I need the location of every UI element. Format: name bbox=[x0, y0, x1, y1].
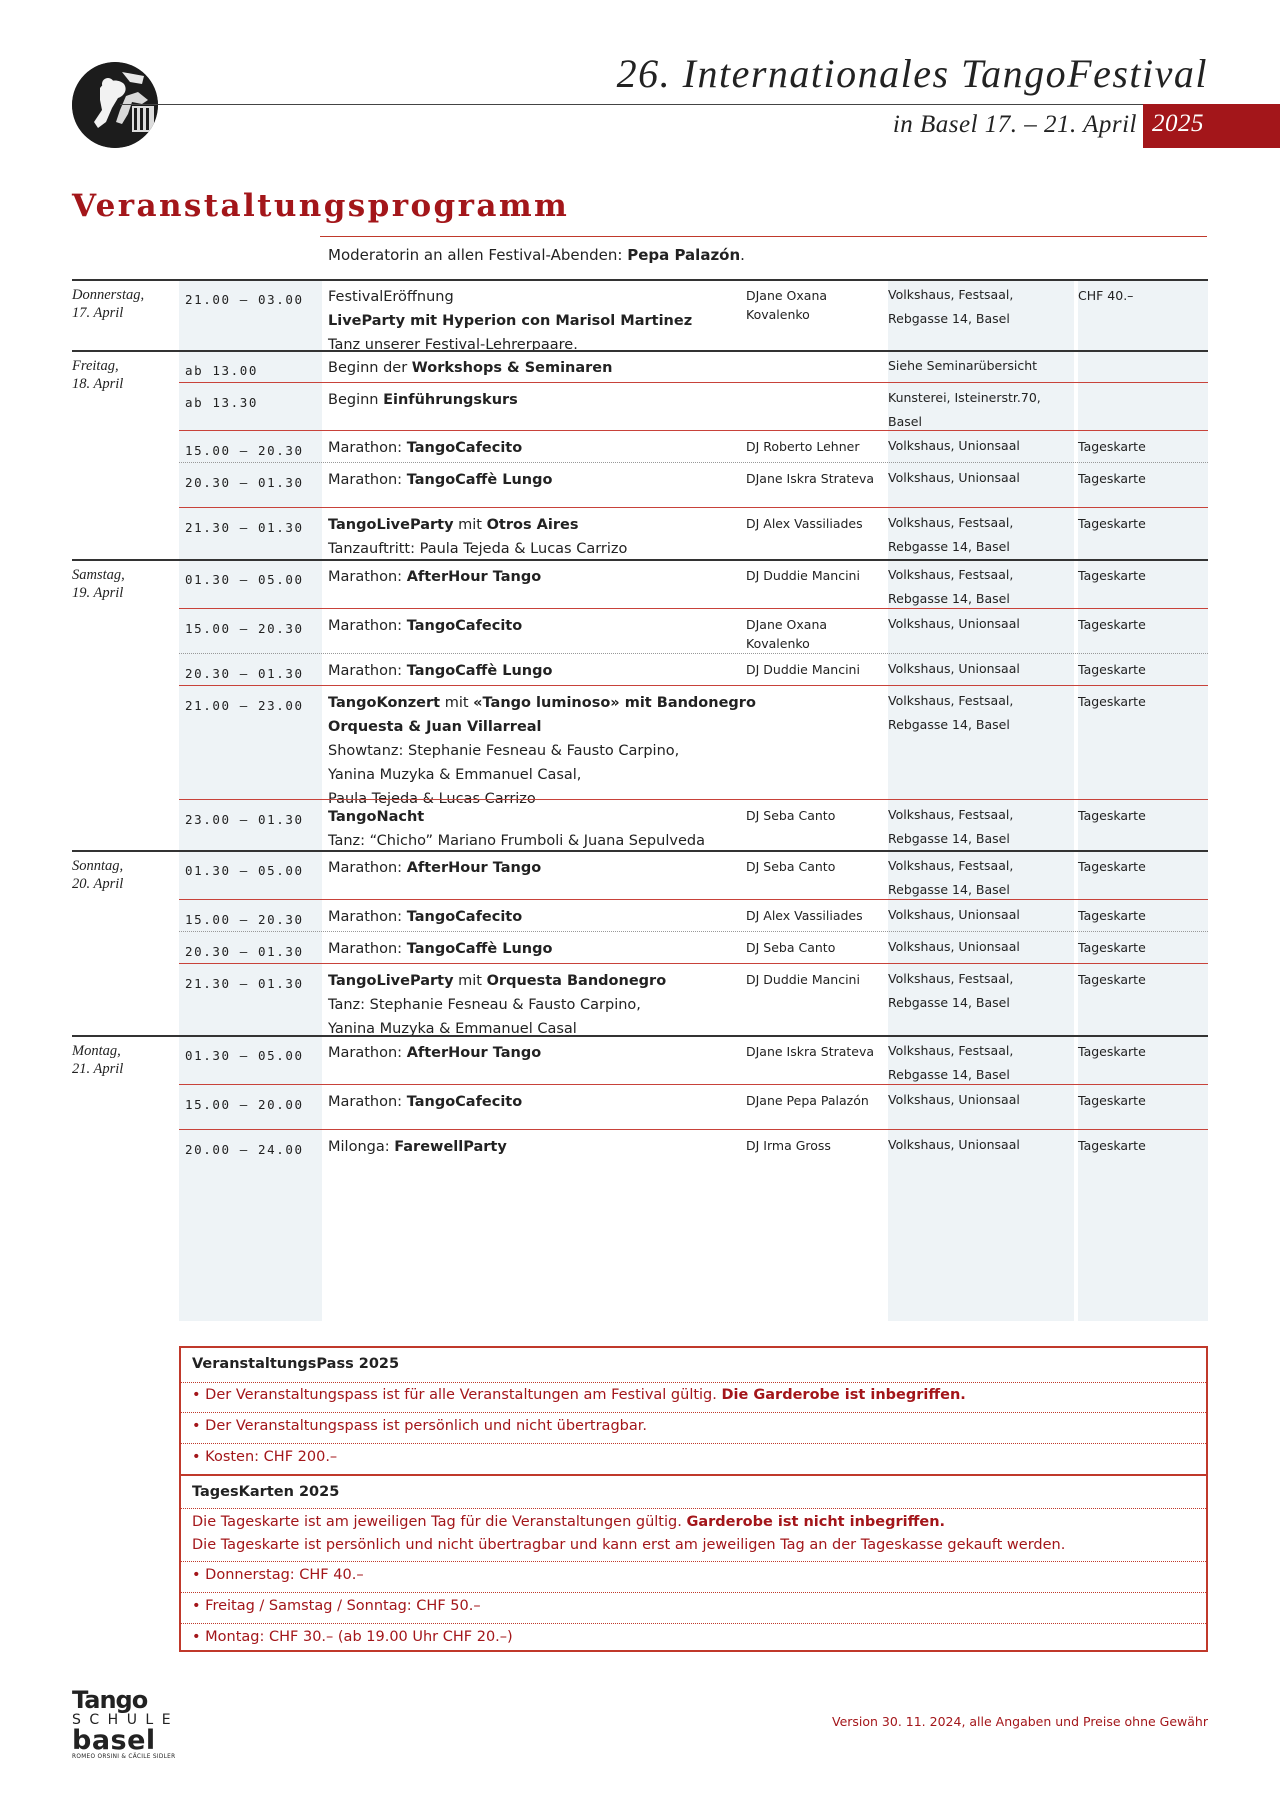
dj-name: DJ Duddie Mancini bbox=[746, 662, 860, 677]
event-description bbox=[328, 805, 748, 853]
dj-name: DJane Pepa Palazón bbox=[746, 1093, 869, 1108]
day-label: Sonntag, 20. April bbox=[72, 858, 124, 892]
program-row bbox=[72, 430, 1208, 462]
day-divider bbox=[72, 559, 1208, 561]
dj-name: DJane Iskra Strateva bbox=[746, 471, 875, 486]
event-line: Tanz: Stephanie Fesneau & Fausto Carpino, bbox=[328, 997, 641, 1013]
daycard-price-weekend: • Freitag / Samstag / Sonntag: CHF 50.– bbox=[192, 1598, 481, 1614]
event-line: TangoLiveParty mit Otros Aires bbox=[328, 517, 579, 533]
day-label: Montag, 21. April bbox=[72, 1043, 124, 1077]
event-time: 01.30 – 05.00 bbox=[185, 1048, 304, 1063]
event-price: Tageskarte bbox=[1078, 439, 1146, 454]
event-line: Milonga: FarewellParty bbox=[328, 1139, 507, 1155]
event-time: 21.30 – 01.30 bbox=[185, 520, 304, 535]
event-time: 21.00 – 03.00 bbox=[185, 292, 304, 307]
event-description bbox=[328, 614, 748, 638]
event-location: Volkshaus, Festsaal, Rebgasse 14, Basel bbox=[888, 693, 1014, 732]
event-price: Tageskarte bbox=[1078, 908, 1146, 923]
row-divider bbox=[179, 507, 1208, 508]
divider bbox=[181, 1443, 1206, 1444]
festival-place-dates: in Basel 17. – 21. April bbox=[892, 111, 1137, 138]
day-label: Freitag, 18. April bbox=[72, 358, 124, 392]
daycard-validity-text: Die Tageskarte ist am jeweiligen Tag für die Veranstaltungen gültig. bbox=[192, 1514, 687, 1530]
event-location: Volkshaus, Festsaal, Rebgasse 14, Basel bbox=[888, 515, 1014, 554]
dj-name: DJane Iskra Strateva bbox=[746, 1044, 875, 1059]
row-divider bbox=[179, 462, 1208, 463]
event-line: Showtanz: Stephanie Fesneau & Fausto Carpino, bbox=[328, 743, 680, 759]
event-line: FestivalEröffnung bbox=[328, 289, 454, 305]
event-line: Marathon: TangoCafecito bbox=[328, 440, 523, 456]
event-line: Paula Tejeda & Lucas Carrizo bbox=[328, 791, 536, 807]
event-price: Tageskarte bbox=[1078, 940, 1146, 955]
event-line: Tanzauftritt: Paula Tejeda & Lucas Carrizo bbox=[328, 541, 628, 557]
dj-name: DJ Seba Canto bbox=[746, 808, 836, 823]
event-location: Volkshaus, Festsaal, Rebgasse 14, Basel bbox=[888, 287, 1014, 326]
divider bbox=[181, 1623, 1206, 1624]
event-line: Marathon: TangoCafecito bbox=[328, 618, 523, 634]
logo-basel: basel bbox=[72, 1725, 156, 1756]
pass-validity-text: • Der Veranstaltungspass ist für alle Veranstaltungen am Festival gültig. bbox=[192, 1387, 722, 1403]
row-divider bbox=[179, 799, 1208, 800]
event-line: Marathon: TangoCaffè Lungo bbox=[328, 663, 553, 679]
daycard-price-thursday: • Donnerstag: CHF 40.– bbox=[192, 1567, 364, 1583]
event-time: 21.00 – 23.00 bbox=[185, 698, 304, 713]
event-price: Tageskarte bbox=[1078, 1044, 1146, 1059]
program-row bbox=[72, 899, 1208, 931]
event-line: Marathon: TangoCafecito bbox=[328, 1094, 523, 1110]
daycard-title: TagesKarten 2025 bbox=[192, 1484, 340, 1500]
day-label: Donnerstag, 17. April bbox=[72, 287, 145, 321]
event-price: Tageskarte bbox=[1078, 859, 1146, 874]
event-description bbox=[328, 1041, 748, 1065]
event-line: Beginn der Workshops & Seminaren bbox=[328, 360, 613, 376]
daycard-validity bbox=[192, 1511, 945, 1535]
event-line: Marathon: TangoCaffè Lungo bbox=[328, 941, 553, 957]
event-time: ab 13.00 bbox=[185, 363, 259, 378]
event-price: Tageskarte bbox=[1078, 808, 1146, 823]
tango-dancer-icon bbox=[72, 62, 158, 148]
event-location: Volkshaus, Unionsaal bbox=[888, 907, 1020, 922]
row-divider bbox=[179, 1084, 1208, 1085]
program-row bbox=[72, 1035, 1208, 1084]
dj-name: DJ Seba Canto bbox=[746, 940, 836, 955]
daycard-transfer-note: Die Tageskarte ist persönlich und nicht übertragbar und kann erst am jeweiligen Tag an der Tageskasse gekauft werden. bbox=[192, 1537, 1066, 1553]
day-divider bbox=[72, 1035, 1208, 1037]
event-time: 15.00 – 20.30 bbox=[185, 912, 304, 927]
row-divider bbox=[179, 653, 1208, 654]
event-description bbox=[328, 856, 748, 880]
dj-name: DJane Oxana Kovalenko bbox=[746, 288, 828, 322]
festival-logo bbox=[72, 62, 158, 148]
event-price: CHF 40.– bbox=[1078, 288, 1134, 303]
event-description bbox=[328, 468, 748, 492]
page-title: Veranstaltungsprogramm bbox=[72, 188, 570, 224]
event-line: Orquesta & Juan Villarreal bbox=[328, 719, 542, 735]
event-description bbox=[328, 937, 748, 961]
program-row bbox=[72, 850, 1208, 899]
event-location: Volkshaus, Unionsaal bbox=[888, 939, 1020, 954]
pass-cloakroom-note: Die Garderobe ist inbegriffen. bbox=[721, 1387, 966, 1403]
event-price: Tageskarte bbox=[1078, 1138, 1146, 1153]
divider bbox=[181, 1561, 1206, 1562]
daycard-price-monday: • Montag: CHF 30.– (ab 19.00 Uhr CHF 20.–) bbox=[192, 1629, 513, 1645]
event-description bbox=[328, 1135, 748, 1159]
event-time: 15.00 – 20.00 bbox=[185, 1097, 304, 1112]
dj-name: DJane Oxana Kovalenko bbox=[746, 617, 828, 651]
event-description bbox=[328, 659, 748, 683]
dj-name: DJ Duddie Mancini bbox=[746, 972, 860, 987]
festival-title: 26. Internationales TangoFestival bbox=[616, 51, 1208, 96]
event-time: 21.30 – 01.30 bbox=[185, 976, 304, 991]
event-line: Marathon: TangoCaffè Lungo bbox=[328, 472, 553, 488]
event-location: Volkshaus, Festsaal, Rebgasse 14, Basel bbox=[888, 1043, 1014, 1082]
ticket-info-box bbox=[179, 1346, 1208, 1652]
event-description bbox=[328, 691, 756, 811]
row-divider bbox=[179, 963, 1208, 964]
moderator-label: Moderatorin an allen Festival-Abenden: bbox=[328, 246, 628, 264]
event-time: 20.30 – 01.30 bbox=[185, 944, 304, 959]
event-description bbox=[328, 513, 748, 561]
program-row bbox=[72, 350, 1208, 392]
event-price: Tageskarte bbox=[1078, 1093, 1146, 1108]
event-time: 15.00 – 20.30 bbox=[185, 443, 304, 458]
pass-title: VeranstaltungsPass 2025 bbox=[192, 1356, 400, 1372]
event-time: 20.30 – 01.30 bbox=[185, 475, 304, 490]
event-location: Volkshaus, Festsaal, Rebgasse 14, Basel bbox=[888, 971, 1014, 1010]
event-location: Volkshaus, Festsaal, Rebgasse 14, Basel bbox=[888, 807, 1014, 846]
event-location: Volkshaus, Unionsaal bbox=[888, 616, 1020, 631]
program-row bbox=[72, 963, 1208, 1035]
event-description bbox=[328, 905, 748, 929]
program-row bbox=[72, 799, 1208, 850]
event-description bbox=[328, 969, 748, 1041]
program-row bbox=[72, 382, 1208, 430]
divider bbox=[181, 1382, 1206, 1383]
row-divider bbox=[179, 1129, 1208, 1130]
event-price: Tageskarte bbox=[1078, 516, 1146, 531]
dj-name: DJ Irma Gross bbox=[746, 1138, 831, 1153]
logo-owners: ROMEO ORSINI & CÄCILE SIDLER bbox=[72, 1754, 176, 1760]
event-location: Kunsterei, Isteinerstr.70, Basel bbox=[888, 390, 1041, 429]
daycard-cloakroom-note: Garderobe ist nicht inbegriffen. bbox=[686, 1514, 946, 1530]
event-price: Tageskarte bbox=[1078, 972, 1146, 987]
program-row bbox=[72, 1084, 1208, 1129]
event-time: ab 13.30 bbox=[185, 395, 259, 410]
event-line: Tanz unserer Festival-Lehrerpaare. bbox=[328, 337, 578, 353]
pass-transfer-note: • Der Veranstaltungspass ist persönlich und nicht übertragbar. bbox=[192, 1418, 647, 1434]
event-line: LiveParty mit Hyperion con Marisol Martinez bbox=[328, 313, 693, 329]
program-row bbox=[72, 559, 1208, 608]
pass-cost: • Kosten: CHF 200.– bbox=[192, 1449, 338, 1465]
dj-name: DJ Alex Vassiliades bbox=[746, 908, 863, 923]
row-divider bbox=[179, 899, 1208, 900]
event-time: 01.30 – 05.00 bbox=[185, 572, 304, 587]
program-row bbox=[72, 685, 1208, 807]
program-row bbox=[72, 1129, 1208, 1181]
event-price: Tageskarte bbox=[1078, 662, 1146, 677]
event-line: Marathon: AfterHour Tango bbox=[328, 569, 542, 585]
section-divider bbox=[181, 1474, 1206, 1476]
moderator-rule bbox=[320, 236, 1207, 237]
event-line: Yanina Muzyka & Emmanuel Casal bbox=[328, 1021, 577, 1037]
event-location: Volkshaus, Unionsaal bbox=[888, 1137, 1020, 1152]
program-row bbox=[72, 279, 1208, 353]
event-location: Volkshaus, Unionsaal bbox=[888, 438, 1020, 453]
divider bbox=[181, 1592, 1206, 1593]
dj-name: DJ Alex Vassiliades bbox=[746, 516, 863, 531]
row-divider bbox=[179, 382, 1208, 383]
day-divider bbox=[72, 350, 1208, 352]
event-time: 23.00 – 01.30 bbox=[185, 812, 304, 827]
event-line: Marathon: TangoCafecito bbox=[328, 909, 523, 925]
row-divider bbox=[179, 430, 1208, 431]
moderator-suffix: . bbox=[740, 246, 745, 264]
school-logo bbox=[72, 1688, 182, 1760]
version-note: Version 30. 11. 2024, alle Angaben und Preise ohne Gewähr bbox=[831, 1714, 1208, 1729]
row-divider bbox=[179, 931, 1208, 932]
logo-schule: SCHULE bbox=[72, 1712, 180, 1728]
event-time: 15.00 – 20.30 bbox=[185, 621, 304, 636]
logo-tango: Tango bbox=[72, 1686, 148, 1714]
event-price: Tageskarte bbox=[1078, 617, 1146, 632]
event-line: Tanz: “Chicho” Mariano Frumboli & Juana Sepulveda bbox=[328, 833, 705, 849]
event-description bbox=[328, 436, 748, 460]
moderator-name: Pepa Palazón bbox=[627, 246, 741, 264]
divider bbox=[181, 1412, 1206, 1413]
event-line: TangoLiveParty mit Orquesta Bandonegro bbox=[328, 973, 667, 989]
event-location: Volkshaus, Unionsaal bbox=[888, 1092, 1020, 1107]
day-label: Samstag, 19. April bbox=[72, 567, 125, 601]
header-rule bbox=[120, 104, 1280, 105]
event-location: Volkshaus, Festsaal, Rebgasse 14, Basel bbox=[888, 567, 1014, 606]
row-divider bbox=[179, 685, 1208, 686]
event-location: Siehe Seminarübersicht bbox=[888, 358, 1038, 373]
day-divider bbox=[72, 279, 1208, 281]
event-description bbox=[328, 388, 748, 412]
event-location: Volkshaus, Unionsaal bbox=[888, 470, 1020, 485]
event-line: Beginn Einführungskurs bbox=[328, 392, 518, 408]
event-line: Yanina Muzyka & Emmanuel Casal, bbox=[328, 767, 582, 783]
dj-name: DJ Seba Canto bbox=[746, 859, 836, 874]
festival-year-badge: 2025 bbox=[1143, 104, 1280, 148]
event-time: 01.30 – 05.00 bbox=[185, 863, 304, 878]
event-description bbox=[328, 565, 748, 589]
event-line: TangoKonzert mit «Tango luminoso» mit Bandonegro bbox=[328, 695, 756, 711]
moderator-note bbox=[328, 246, 745, 264]
dj-name: DJ Duddie Mancini bbox=[746, 568, 860, 583]
program-row bbox=[72, 931, 1208, 963]
event-description bbox=[328, 285, 748, 357]
event-description bbox=[328, 1090, 748, 1114]
event-price: Tageskarte bbox=[1078, 568, 1146, 583]
pass-validity bbox=[192, 1384, 966, 1408]
program-row bbox=[72, 653, 1208, 685]
program-row bbox=[72, 608, 1208, 653]
event-line: TangoNacht bbox=[328, 809, 425, 825]
event-price: Tageskarte bbox=[1078, 471, 1146, 486]
event-time: 20.00 – 24.00 bbox=[185, 1142, 304, 1157]
event-line: Marathon: AfterHour Tango bbox=[328, 860, 542, 876]
event-line: Marathon: AfterHour Tango bbox=[328, 1045, 542, 1061]
event-time: 20.30 – 01.30 bbox=[185, 666, 304, 681]
day-divider bbox=[72, 850, 1208, 852]
dj-name: DJ Roberto Lehner bbox=[746, 439, 860, 454]
event-description bbox=[328, 356, 748, 380]
event-price: Tageskarte bbox=[1078, 694, 1146, 709]
program-row bbox=[72, 462, 1208, 507]
event-location: Volkshaus, Festsaal, Rebgasse 14, Basel bbox=[888, 858, 1014, 897]
divider bbox=[181, 1508, 1206, 1509]
row-divider bbox=[179, 608, 1208, 609]
event-location: Volkshaus, Unionsaal bbox=[888, 661, 1020, 676]
program-row bbox=[72, 507, 1208, 559]
program-table bbox=[72, 279, 1208, 1321]
